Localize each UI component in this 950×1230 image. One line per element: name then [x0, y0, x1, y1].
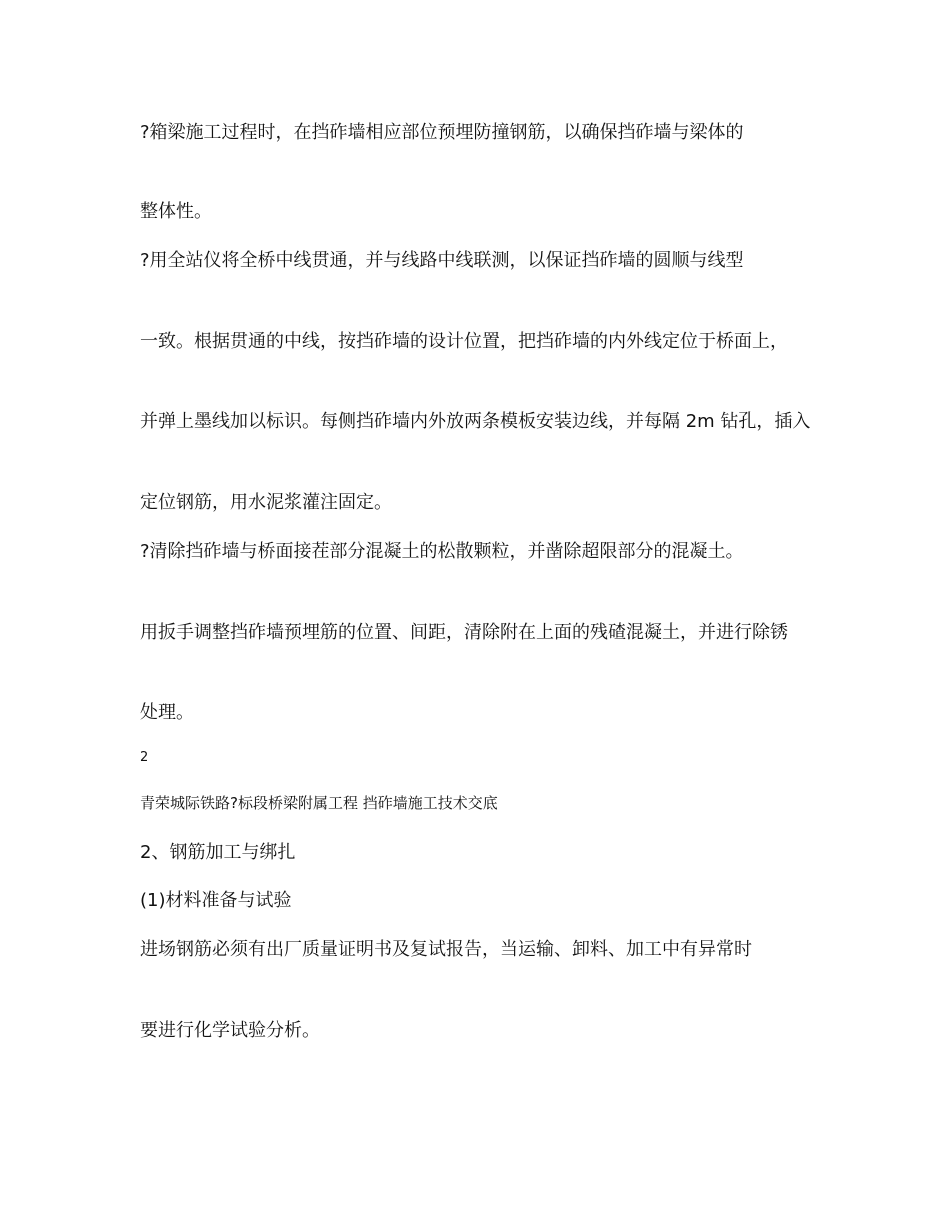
paragraph-adjust-rebar: 用扳手调整挡砟墙预埋筋的位置、间距，清除附在上面的残碴混凝土，并进行除锈 [140, 622, 788, 643]
paragraph-rebar-certificate: 进场钢筋必须有出厂质量证明书及复试报告，当运输、卸料、加工中有异常时 [140, 939, 752, 960]
section-heading: 2、钢筋加工与绑扎 [140, 842, 296, 863]
paragraph-ink-line-marking: 并弹上墨线加以标识。每侧挡砟墙内外放两条模板安装边线，并每隔 2m 钻孔，插入 [140, 411, 811, 432]
page-number: 2 [140, 750, 149, 765]
subsection-heading: (1)材料准备与试验 [140, 890, 292, 911]
paragraph-chemical-test: 要进行化学试验分析。 [140, 1020, 320, 1041]
paragraph-grout-fixing: 定位钢筋，用水泥浆灌注固定。 [140, 492, 392, 513]
running-header: 青荣城际铁路?标段桥梁附属工程 挡砟墙施工技术交底 [140, 794, 498, 812]
paragraph-embed-anti-collision-rebar: ?箱梁施工过程时，在挡砟墙相应部位预埋防撞钢筋，以确保挡砟墙与梁体的 [140, 122, 744, 143]
paragraph-centerline-positioning: 一致。根据贯通的中线，按挡砟墙的设计位置，把挡砟墙的内外线定位于桥面上， [140, 331, 788, 352]
paragraph-total-station-survey: ?用全站仪将全桥中线贯通，并与线路中线联测，以保证挡砟墙的圆顺与线型 [140, 250, 744, 271]
paragraph-integrity: 整体性。 [140, 201, 212, 222]
paragraph-clean-concrete: ?清除挡砟墙与桥面接茬部分混凝土的松散颗粒，并凿除超限部分的混凝土。 [140, 541, 744, 562]
paragraph-rust-treatment: 处理。 [140, 702, 194, 723]
